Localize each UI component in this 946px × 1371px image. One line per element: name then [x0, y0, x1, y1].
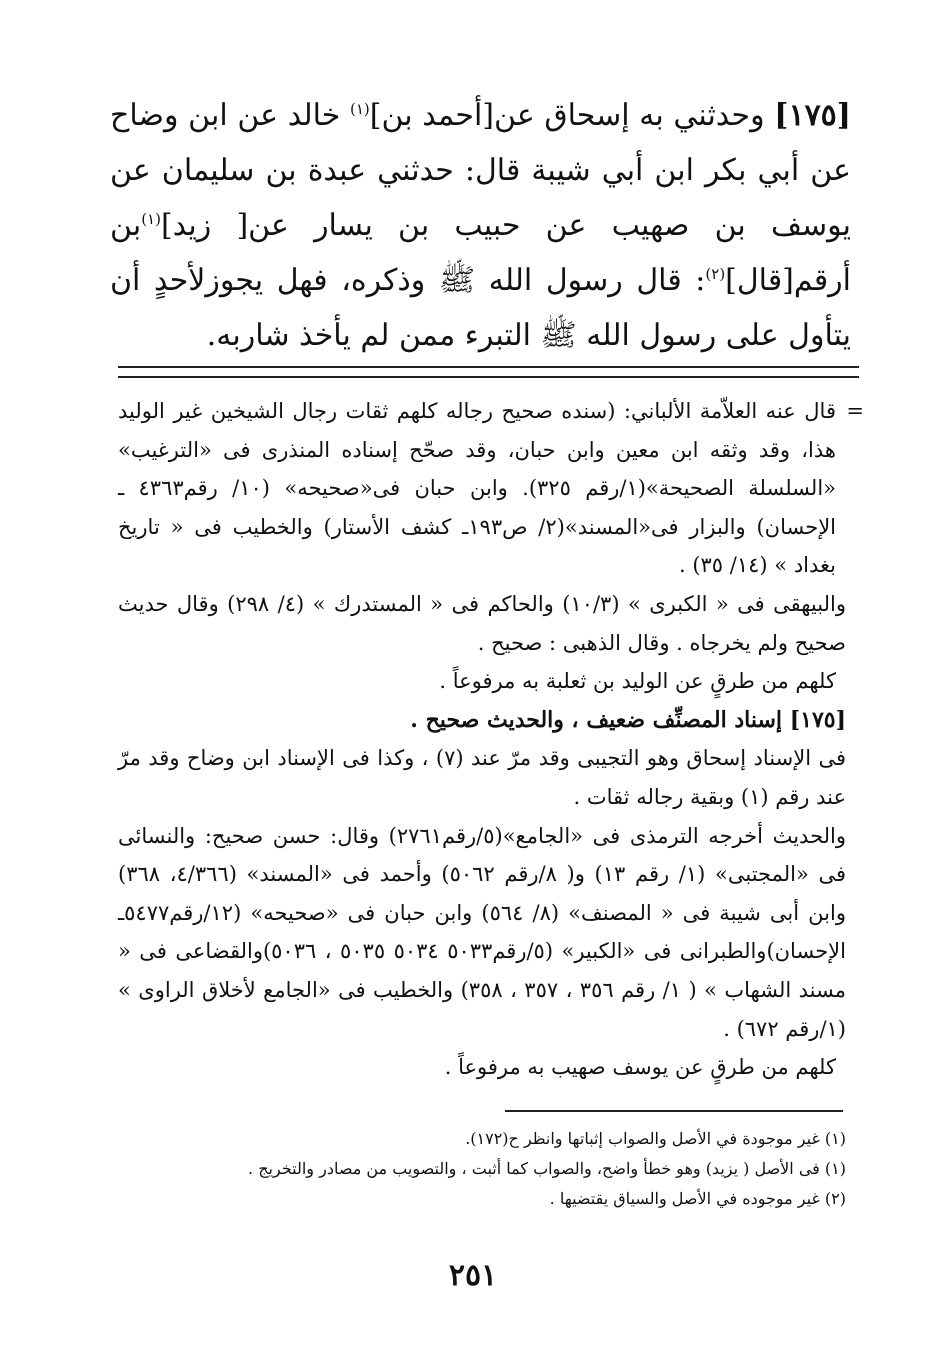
note-paragraph: والبيهقى فى « الكبرى » (١٠/٣) والحاكم فى « المستدرك » (٤/ ٢٩٨) وقال حديث صحيح ولم يخرجاه . وقال الذهبى : صحيح .	[118, 591, 846, 655]
note-paragraph: كلهم من طرقٍ عن يوسف صهيب به مرفوعاً .	[444, 1055, 836, 1080]
hadith-paragraph	[110, 88, 851, 363]
hadith-text-part-3: بن أرقم[قال]	[110, 208, 851, 298]
footnotes	[118, 1124, 846, 1214]
hadith-text-part-1: وحدثني به إسحاق عن[أحمد بن]	[369, 98, 775, 133]
footnote-ref-2: (١)	[141, 210, 161, 228]
note-paragraph: كلهم من طرقٍ عن الوليد بن ثعلبة به مرفوعاً .	[439, 669, 836, 694]
grading-heading: [١٧٥] إسناد المصنِّف ضعيف ، والحديث صحيح .	[410, 706, 846, 733]
footnote: (٢) غير موجوده في الأصل والسياق يقتضيها .	[549, 1189, 846, 1208]
hadith-text-part-4: : قال رسول الله ﷺ وذكره، فهل يجوزلأحدٍ أن يتأول على رسول الله ﷺ التبرء ممن لم يأخذ شاربه.	[110, 263, 851, 353]
main-text	[110, 88, 851, 363]
note-paragraph: فى الإسناد إسحاق وهو التجيبى وقد مرّ عند (٧) ، وكذا فى الإسناد ابن وضاح وقد مرّ عند رقم (١) وبقية رجاله ثقات .	[118, 746, 846, 809]
continuation-mark: =	[846, 399, 864, 423]
page-number: ٢٥١	[448, 1258, 498, 1293]
double-divider	[118, 366, 859, 378]
footnote-ref-1: (١)	[349, 100, 370, 118]
footnote-ref-3: (٢)	[705, 265, 726, 283]
note-paragraph: قال عنه العلاّمة الألباني: (سنده صحيح رجاله كلهم ثقات رجال الشيخين غير الوليد هذا، وقد وثقه ابن معين وابن حبان، وقد صحّح إسناده المنذرى فى «الترغيب» «السلسلة الصحيحة»(١/رقم ٣٢٥). وابن حبان فى«صحيحه» (١٠/ رقم٤٣٦٣ ـ الإحسان) والبزار فى«المسند»(٢/ ص١٩٣ـ كشف الأستار) والخطيب فى « تاريخ بغداد » (١٤/ ٣٥) .	[118, 399, 837, 578]
footnote: (١) غير موجودة في الأصل والصواب إثباتها وانظر ح(١٧٢).	[465, 1129, 846, 1148]
note-paragraph: والحديث أخرجه الترمذى فى «الجامع»(٥/رقم٢٧٦١) وقال: حسن صحيح: والنسائى فى «المجتبى» (١/ رقم ١٣) و( ٨/رقم ٥٠٦٢) وأحمد فى «المسند» (٤/٣٦٦، ٣٦٨) وابن أبى شيبة فى « المصنف» (٨/ ٥٦٤) وابن حبان فى «صحيحه» (١٢/رقم٥٤٧٧ـ الإحسان)والطبرانى فى «الكبير» (٥/رقم٥٠٣٣ ٥٠٣٤ ٥٠٣٥ ، ٥٠٣٦)والقضاعى فى « مسند الشهاب » ( ١/ رقم ٣٥٦ ، ٣٥٧ ، ٣٥٨) والخطيب فى «الجامع لأخلاق الراوى » (١/رقم ٦٧٢) .	[118, 823, 847, 1041]
hadith-text-part-2: خالد عن ابن وضاح عن أبي بكر ابن أبي شيبة قال: حدثني عبدة بن سليمان عن يوسف بن صهيب عن حبيب بن يسار عن[ زيد]	[110, 98, 851, 243]
footnote: (١) فى الأصل ( يزيد) وهو خطأ واضح، والصواب كما أثبت ، والتصويب من مصادر والتخريج .	[248, 1159, 846, 1178]
commentary-notes	[118, 392, 864, 1087]
footnote-divider	[505, 1110, 843, 1112]
hadith-number: [١٧٥]	[774, 98, 851, 133]
